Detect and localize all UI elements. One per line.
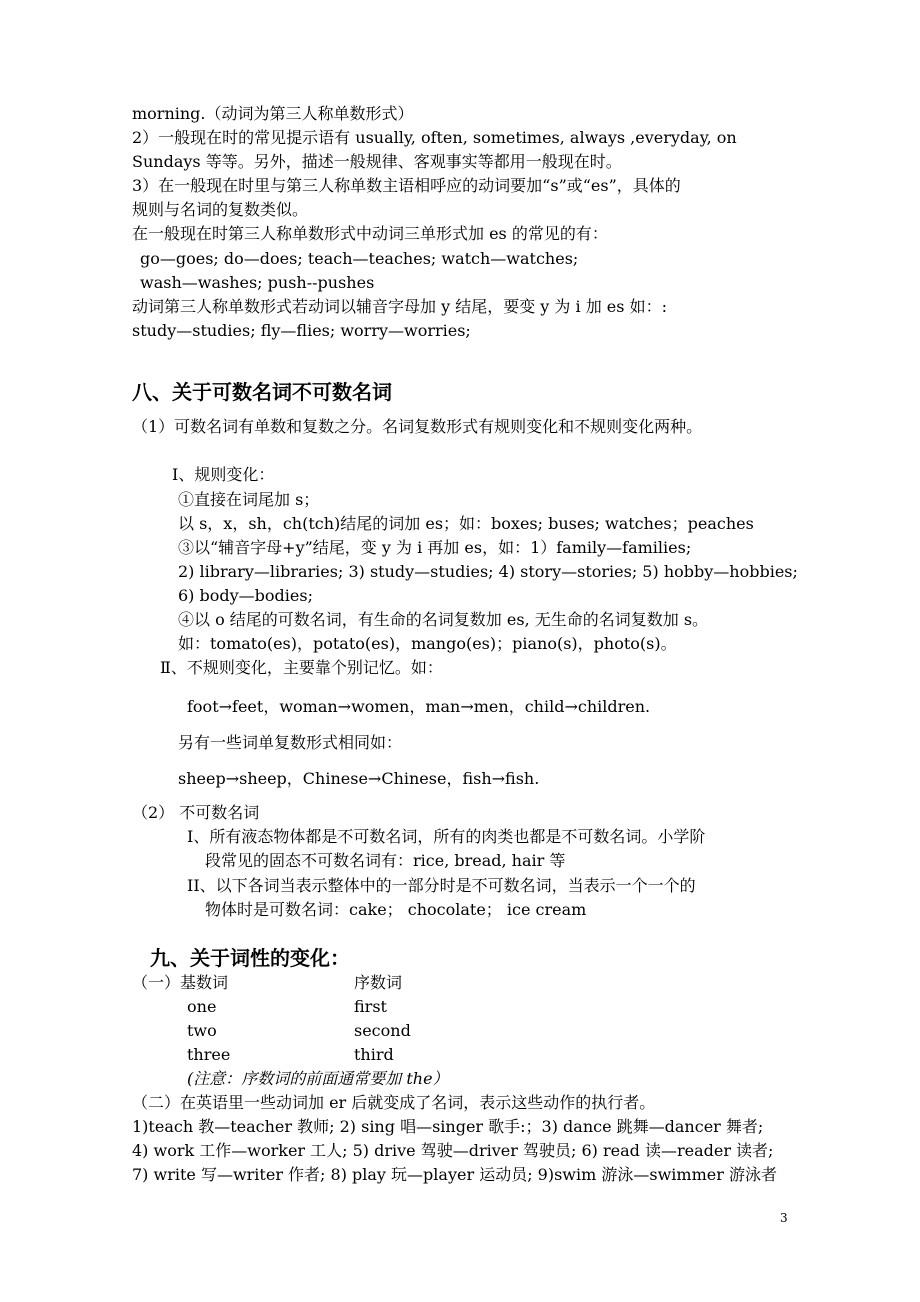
- text-line: 2）一般现在时的常见提示语有 usually, often, sometimes, always ,everyday, on: [132, 128, 737, 147]
- text-line: Ⅱ、不规则变化，主要靠个别记忆。如：: [160, 658, 443, 677]
- text-line: ④以 o 结尾的可数名词，有生命的名词复数加 es, 无生命的名词复数加 s。: [178, 610, 709, 629]
- text-line: 如：tomato(es)，potato(es)，mango(es)；piano(s)，photo(s)。: [178, 634, 677, 653]
- cardinal-number: three: [187, 1045, 231, 1064]
- text-line: 以 s，x，sh，ch(tch)结尾的词加 es；如：boxes; buses; watches；peaches: [178, 514, 754, 533]
- note: (注意：序数词的前面通常要加 the）: [187, 1069, 449, 1088]
- text-line: 6) body—bodies;: [178, 586, 313, 605]
- text-line: go—goes; do—does; teach—teaches; watch—watches;: [140, 249, 579, 268]
- text-line: 1)teach 教—teacher 教师; 2) sing 唱—singer 歌手:；3) dance 跳舞—dancer 舞者;: [132, 1117, 764, 1136]
- ordinal-number: second: [354, 1021, 411, 1040]
- text-line: study—studies; fly—flies; worry—worries;: [132, 321, 471, 340]
- text-line: I、所有液态物体都是不可数名词，所有的肉类也都是不可数名词。小学阶: [187, 827, 706, 846]
- text-line: ③以“辅音字母+y”结尾，变 y 为 i 再加 es，如：1）family—families;: [178, 538, 692, 557]
- page-number: 3: [780, 1211, 788, 1225]
- text-line: （1）可数名词有单数和复数之分。名词复数形式有规则变化和不规则变化两种。: [132, 417, 703, 436]
- text-line: ①直接在词尾加 s；: [178, 490, 320, 509]
- text-line: 4) work 工作—worker 工人; 5) drive 驾驶—driver 驾驶员; 6) read 读—reader 读者;: [132, 1141, 774, 1160]
- text-line: morning.（动词为第三人称单数形式）: [132, 104, 414, 123]
- text-line: 3）在一般现在时里与第三人称单数主语相呼应的动词要加“s”或“es”，具体的: [132, 176, 681, 195]
- text-line: 物体时是可数名词：cake； chocolate； ice cream: [205, 900, 587, 919]
- text-line: Ⅰ、规则变化：: [172, 465, 275, 484]
- text-line: 另有一些词单复数形式相同如：: [178, 733, 403, 752]
- ordinal-number: third: [354, 1045, 394, 1064]
- text-line: 段常见的固态不可数名词有：rice, bread, hair 等: [205, 851, 566, 870]
- text-line: foot→feet，woman→women，man→men，child→children.: [187, 697, 651, 716]
- text-line: sheep→sheep，Chinese→Chinese，fish→fish.: [178, 769, 540, 788]
- section-heading: 八、关于可数名词不可数名词: [132, 380, 392, 404]
- ordinal-number: first: [354, 997, 387, 1016]
- text-line: Sundays 等等。另外，描述一般规律、客观事实等都用一般现在时。: [132, 152, 622, 171]
- text-line: wash—washes; push--pushes: [140, 273, 375, 292]
- text-line: （一）基数词: [132, 973, 229, 992]
- text-line: 规则与名词的复数类似。: [132, 200, 309, 219]
- column-header: 序数词: [354, 973, 403, 992]
- section-heading: 九、关于词性的变化：: [150, 946, 350, 970]
- text-line: 在一般现在时第三人称单数形式中动词三单形式加 es 的常见的有：: [132, 224, 608, 243]
- text-line: 动词第三人称单数形式若动词以辅音字母加 y 结尾，要变 y 为 i 加 es 如：:: [132, 297, 667, 316]
- text-line: （二）在英语里一些动词加 er 后就变成了名词，表示这些动作的执行者。: [132, 1093, 656, 1112]
- text-line: 7) write 写—writer 作者; 8) play 玩—player 运动员; 9)swim 游泳—swimmer 游泳者: [132, 1165, 777, 1184]
- cardinal-number: two: [187, 1021, 217, 1040]
- text-line: II、以下各词当表示整体中的一部分时是不可数名词，当表示一个一个的: [187, 876, 696, 895]
- cardinal-number: one: [187, 997, 217, 1016]
- text-line: 2) library—libraries; 3) study—studies; 4) story—stories; 5) hobby—hobbies;: [178, 562, 798, 581]
- text-line: （2） 不可数名词: [132, 803, 260, 822]
